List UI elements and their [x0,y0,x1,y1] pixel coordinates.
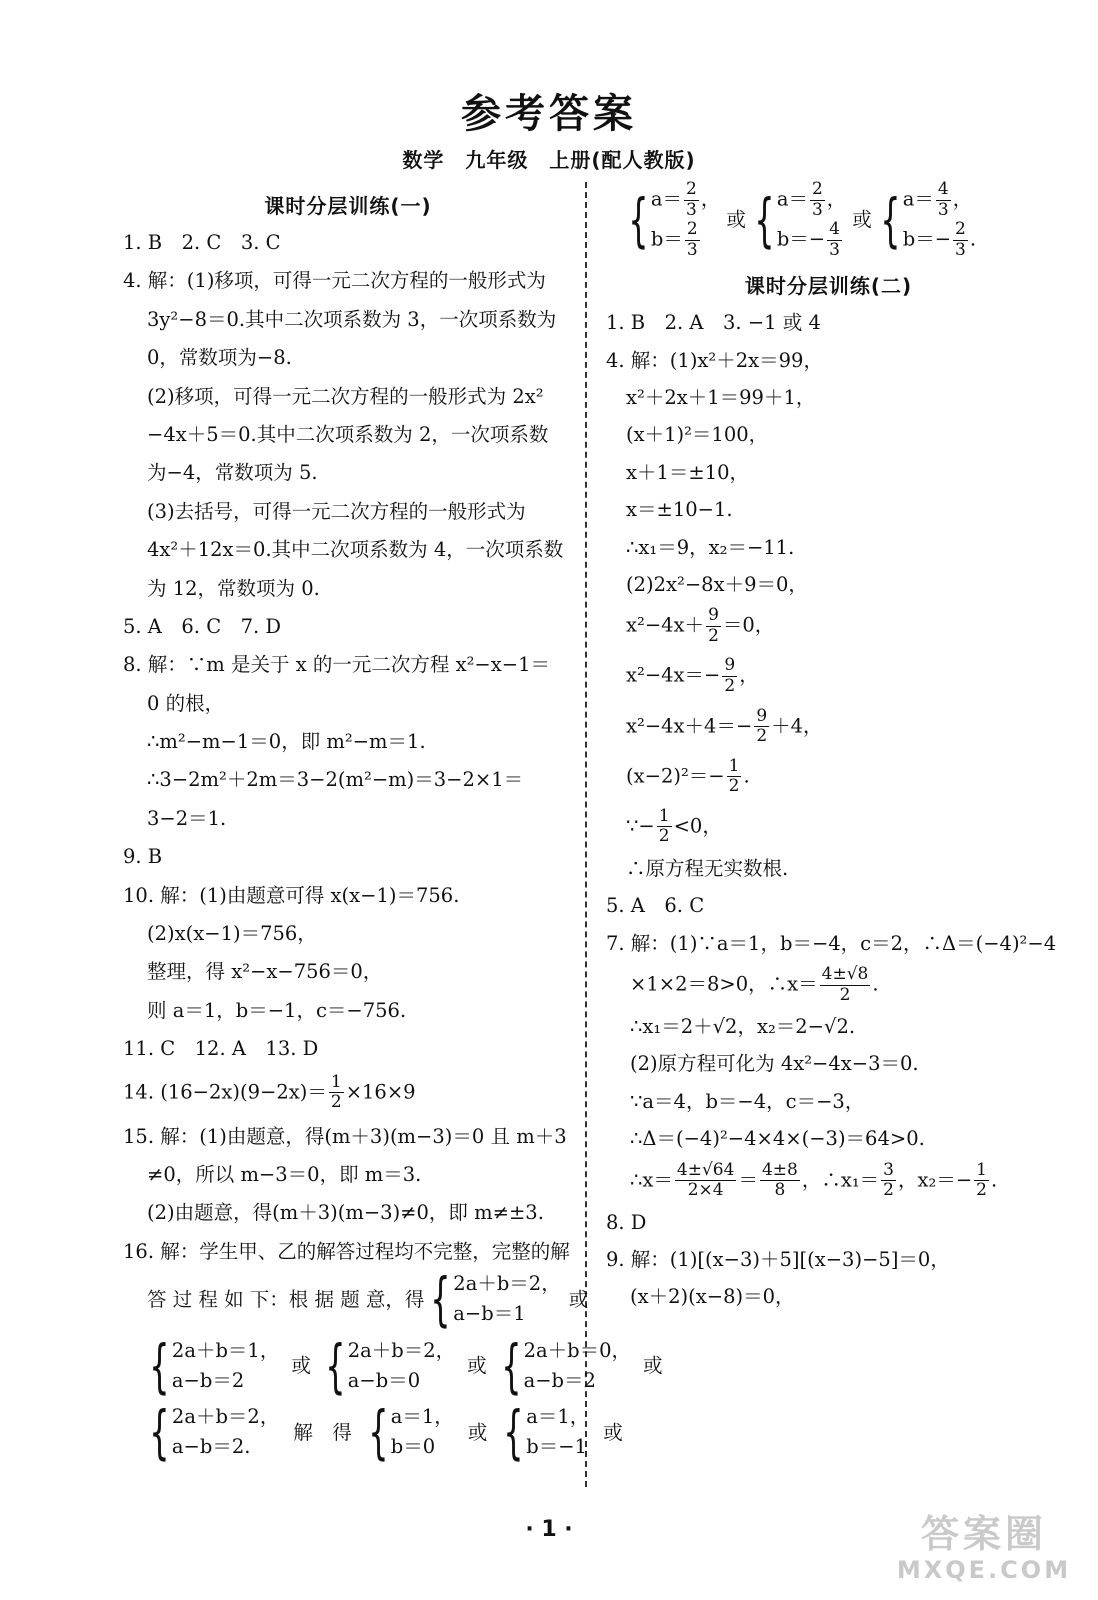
answer-line: −4x＋5＝0.其中二次项系数为 2，一次项系数 [147,422,549,446]
answer-line: ∴原方程无实数根. [626,856,789,880]
equation-system: { 2a＋b＝2， a−b＝0 [325,1331,456,1400]
answer-line-16a: 答 过 程 如 下：根 据 题 意，得 { 2a＋b＝2， a−b＝1 或 [147,1265,589,1334]
answer-line: 9. 解：(1)[(x−3)＋5][(x−3)−5]＝0， [606,1248,950,1272]
answer-line-frac: (x−2)²＝− $\frac{1}{2}$ . [626,755,750,797]
answer-line-16c: { 2a＋b＝2， a−b＝2. 解 得 { a＝1， b＝0 或 { a＝1， b＝−1 或 [123,1402,573,1462]
answer-line-frac: x²−4x＋ $\frac{9}{2}$ ＝0， [626,605,775,646]
answer-line: 8. 解：∵m 是关于 x 的一元二次方程 x²−x−1＝ [123,653,550,677]
answer-line-frac: x²−4x＋4＝− $\frac{9}{2}$ ＋4， [626,705,823,747]
equation-system: { 2a＋b＝0， a−b＝2 [500,1331,632,1400]
fraction: $\frac{1}{2}$ [330,1071,342,1113]
answer-line: 0，常数项为−8. [147,346,292,370]
answer-line: 1. B 2. C 3. C [123,231,281,254]
answer-line: 10. 解：(1)由题意可得 x(x−1)＝756. [123,883,460,907]
answer-line: 9. B [123,845,163,869]
answer-line: ∴3−2m²＋2m＝3−2(m²−m)＝3−2×1＝ [147,768,524,792]
equation-system: { a＝ $\frac{2}{3}$ ， b＝− $\frac{4}{3}$ [754,179,847,260]
answer-line: (2)移项，可得一元二次方程的一般形式为 2x² [147,384,544,408]
answer-line: 3−2＝1. [147,806,227,830]
answer-line: 4. 解：(1)移项，可得一元二次方程的一般形式为 [123,269,546,293]
answer-line: ∴x₁＝9，x₂＝−11. [626,535,795,559]
section-title-1: 课时分层训练(一) [264,194,432,218]
answer-line: (x＋2)(x−8)＝0， [630,1285,795,1309]
equation-system: { a＝1， b＝−1 [503,1398,590,1467]
answer-line-frac: x²−4x＝− $\frac{9}{2}$ ， [626,655,759,696]
answer-line: ∴Δ＝(−4)²−4×4×(−3)＝64>0. [630,1127,925,1151]
answer-line: x²＋2x＋1＝99＋1， [626,385,816,409]
page-subtitle: 数学 九年级 上册(配人教版) [402,148,696,172]
answer-line: 4. 解：(1)x²＋2x＝99， [606,348,823,372]
answer-line: 则 a＝1，b＝−1，c＝−756. [147,998,407,1022]
answer-line-frac: ×1×2＝8>0，∴x＝ $\frac{4\pm√8}{2}$ . [630,963,879,1005]
equation-system: { a＝1， b＝0 [368,1398,454,1467]
answer-line: 整理，得 x²−x−756＝0， [147,960,383,984]
answer-line: 8. D [606,1210,647,1234]
answer-line: (x＋1)²＝100， [626,423,769,447]
equation-system: { 2a＋b＝2， a−b＝1 [430,1265,561,1334]
answer-line: 7. 解：(1)∵a＝1，b＝−4，c＝2，∴Δ＝(−4)²−4 [606,931,1057,955]
answer-line-16d: { a＝ $\frac{2}{3}$ ， b＝ $\frac{2}{3}$ 或 { a＝ $\frac{2}{3}$ ， b＝− $\frac{4}{3}$ 或 { a＝ $\frac{4}{3}$ ， b＝− $\frac{2}{3}$ . [606,180,1051,260]
equation-system: { a＝ $\frac{4}{3}$ ， b＝− $\frac{2}{3}$ . [880,179,977,260]
answer-line: (2)由题意，得(m＋3)(m−3)≠0，即 m≠±3. [147,1201,544,1225]
answer-line: ≠0，所以 m−3＝0，即 m＝3. [147,1163,422,1187]
answer-line: 16. 解：学生甲、乙的解答过程均不完整，完整的解 [123,1239,570,1263]
answer-line: x＋1＝±10， [626,460,750,484]
answer-line-frac: ∵− $\frac{1}{2}$ <0， [626,805,722,847]
answer-line-14: 14. (16−2x)(9−2x)＝ $\frac{1}{2}$ ×16×9 [123,1071,416,1113]
right-column [606,179,1057,1309]
equation-system: { 2a＋b＝1， a−b＝2 [149,1331,280,1400]
section-title-2: 课时分层训练(二) [744,274,913,299]
watermark-logo: 答案圈 MXQE.COM [896,1512,1072,1584]
answer-line-16b: { 2a＋b＝1， a−b＝2 或 { 2a＋b＝2， a−b＝0 或 { 2a＋b＝0， a−b＝2 或 [123,1336,573,1396]
answer-line: ∴m²−m−1＝0，即 m²−m＝1. [147,730,426,754]
equation-system: { a＝ $\frac{2}{3}$ ， b＝ $\frac{2}{3}$ [628,179,721,260]
answer-line: ∵a＝4，b＝−4，c＝−3， [630,1089,865,1113]
answer-line: 3y²−8＝0.其中二次项系数为 3，一次项系数为 [147,307,557,331]
answer-line: 为 12，常数项为 0. [147,576,320,600]
answer-line: 为−4，常数项为 5. [147,461,318,485]
answer-line: x＝±10−1. [626,498,733,522]
answer-line: (3)去括号，可得一元二次方程的一般形式为 [147,499,526,523]
answer-line: 1. B 2. A 3. −1 或 4 [606,311,821,335]
answer-line: (2)原方程可化为 4x²−4x−3＝0. [630,1052,919,1076]
answer-line: 0 的根， [147,691,225,715]
answer-line-frac: ∴x＝ $\frac{4\pm√64}{2\times 4}$ ＝ $\frac{4\pm 8}{8}$ ，∴x₁＝ $\frac{3}{2}$ ，x₂＝− $\frac{1}{2}$ . [630,1159,998,1201]
answer-line: 4x²＋12x＝0.其中二次项系数为 4，一次项系数 [147,538,564,562]
answer-line: (2)x(x−1)＝756， [147,922,317,946]
answer-line: 5. A 6. C [606,894,705,918]
answer-line: 5. A 6. C 7. D [123,614,282,638]
equation-system: { 2a＋b＝2， a−b＝2. [149,1398,280,1467]
answer-line: 11. C 12. A 13. D [123,1037,319,1061]
answer-line: ∴x₁＝2＋√2，x₂＝2−√2. [630,1015,856,1039]
answer-line: (2)2x²−8x＋9＝0， [626,572,808,596]
page-title: 参考答案 [461,91,637,137]
answer-line: 15. 解：(1)由题意，得(m＋3)(m−3)＝0 且 m＋3 [123,1124,567,1148]
page-number: · 1 · [525,1517,573,1542]
